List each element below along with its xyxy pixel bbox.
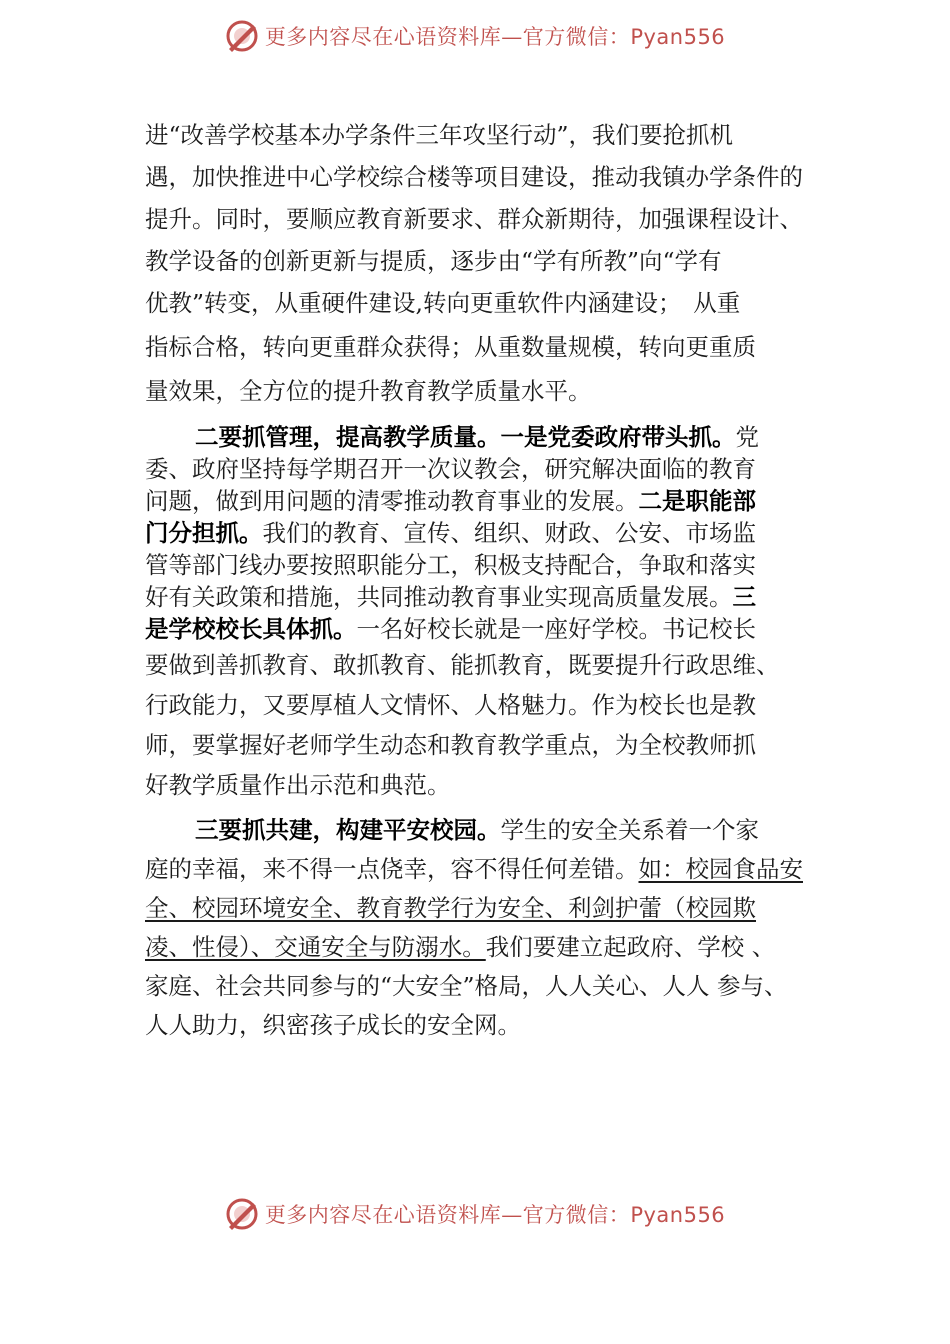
- footer-banner-text: 更多内容尽在心语资料库—官方微信：Pyan556: [264, 1203, 726, 1227]
- text-line: 委、政府坚持每学期召开一次议教会，研究解决面临的教育: [145, 455, 756, 483]
- underlined-text: 如：校园食品安: [638, 855, 803, 883]
- pen-logo-icon: [225, 19, 259, 53]
- paragraph-2: [145, 423, 825, 819]
- text-line: 人人助力，织密孩子成长的安全网。: [145, 1011, 521, 1039]
- text-line: 好教学质量作出示范和典范。: [145, 771, 451, 799]
- text-line: 是学校校长具体抓。一名好校长就是一座好学校。书记校长: [145, 615, 756, 643]
- header-banner: [0, 14, 950, 58]
- header-banner-text: 更多内容尽在心语资料库—官方微信：Pyan556: [264, 25, 726, 49]
- text-line: 行政能力，又要厚植人文情怀、人格魅力。作为校长也是教: [145, 691, 756, 719]
- heading-management: 二要抓管理，提高教学质量。一是党委政府带头抓。: [195, 423, 736, 451]
- text-line: 问题，做到用问题的清零推动教育事业的发展。二是职能部: [145, 487, 756, 515]
- text-line: 量效果，全方位的提升教育教学质量水平。: [145, 377, 592, 405]
- text-line: 提升。同时，要顺应教育新要求、群众新期待，加强课程设计、: [145, 205, 803, 233]
- underlined-text: 全、校园环境安全、教育教学行为安全、利剑护蕾（校园欺: [145, 894, 756, 922]
- text-line: 家庭、社会共同参与的“大安全”格局，人人关心、人人 参与、: [145, 972, 788, 1000]
- text-line: 遇，加快推进中心学校综合楼等项目建设，推动我镇办学条件的: [145, 163, 803, 191]
- text-line: 指标合格，转向更重群众获得；从重数量规模，转向更重质: [145, 333, 756, 361]
- paragraph-3: [145, 816, 825, 1053]
- text-line: 师，要掌握好老师学生动态和教育教学重点，为全校教师抓: [145, 731, 756, 759]
- text-line: 门分担抓。我们的教育、宣传、组织、财政、公安、市场监: [145, 519, 756, 547]
- text-line: 三要抓共建，构建平安校园。学生的安全关系着一个家: [195, 816, 759, 844]
- text-line: 凌、性侵）、交通安全与防溺水。我们要建立起政府、学校 、: [145, 933, 776, 961]
- text-line: 好有关政策和措施，共同推动教育事业实现高质量发展。三: [145, 583, 756, 611]
- text-line: 优教”转变，从重硬件建设,转向更重软件内涵建设； 从重: [145, 289, 741, 317]
- text-line: 二要抓管理，提高教学质量。一是党委政府带头抓。党: [195, 423, 759, 451]
- heading-safety: 三要抓共建，构建平安校园。: [195, 816, 501, 844]
- text-line: 进“改善学校基本办学条件三年攻坚行动”，我们要抢抓机: [145, 121, 734, 149]
- underlined-text: 凌、性侵）、交通安全与防溺水。: [145, 933, 486, 961]
- text-line: 要做到善抓教育、敢抓教育、能抓教育，既要提升行政思维、: [145, 651, 780, 679]
- text-line: 庭的幸福，来不得一点侥幸，容不得任何差错。如：校园食品安: [145, 855, 803, 883]
- document-body: [145, 121, 825, 1053]
- text-line: 管等部门线办要按照职能分工，积极支持配合，争取和落实: [145, 551, 756, 579]
- paragraph-1: [145, 121, 825, 426]
- text-line: [145, 894, 825, 936]
- text-line: 教学设备的创新更新与提质，逐步由“学有所教”向“学有: [145, 247, 722, 275]
- pen-logo-icon: [225, 1197, 259, 1231]
- footer-banner: [0, 1192, 950, 1236]
